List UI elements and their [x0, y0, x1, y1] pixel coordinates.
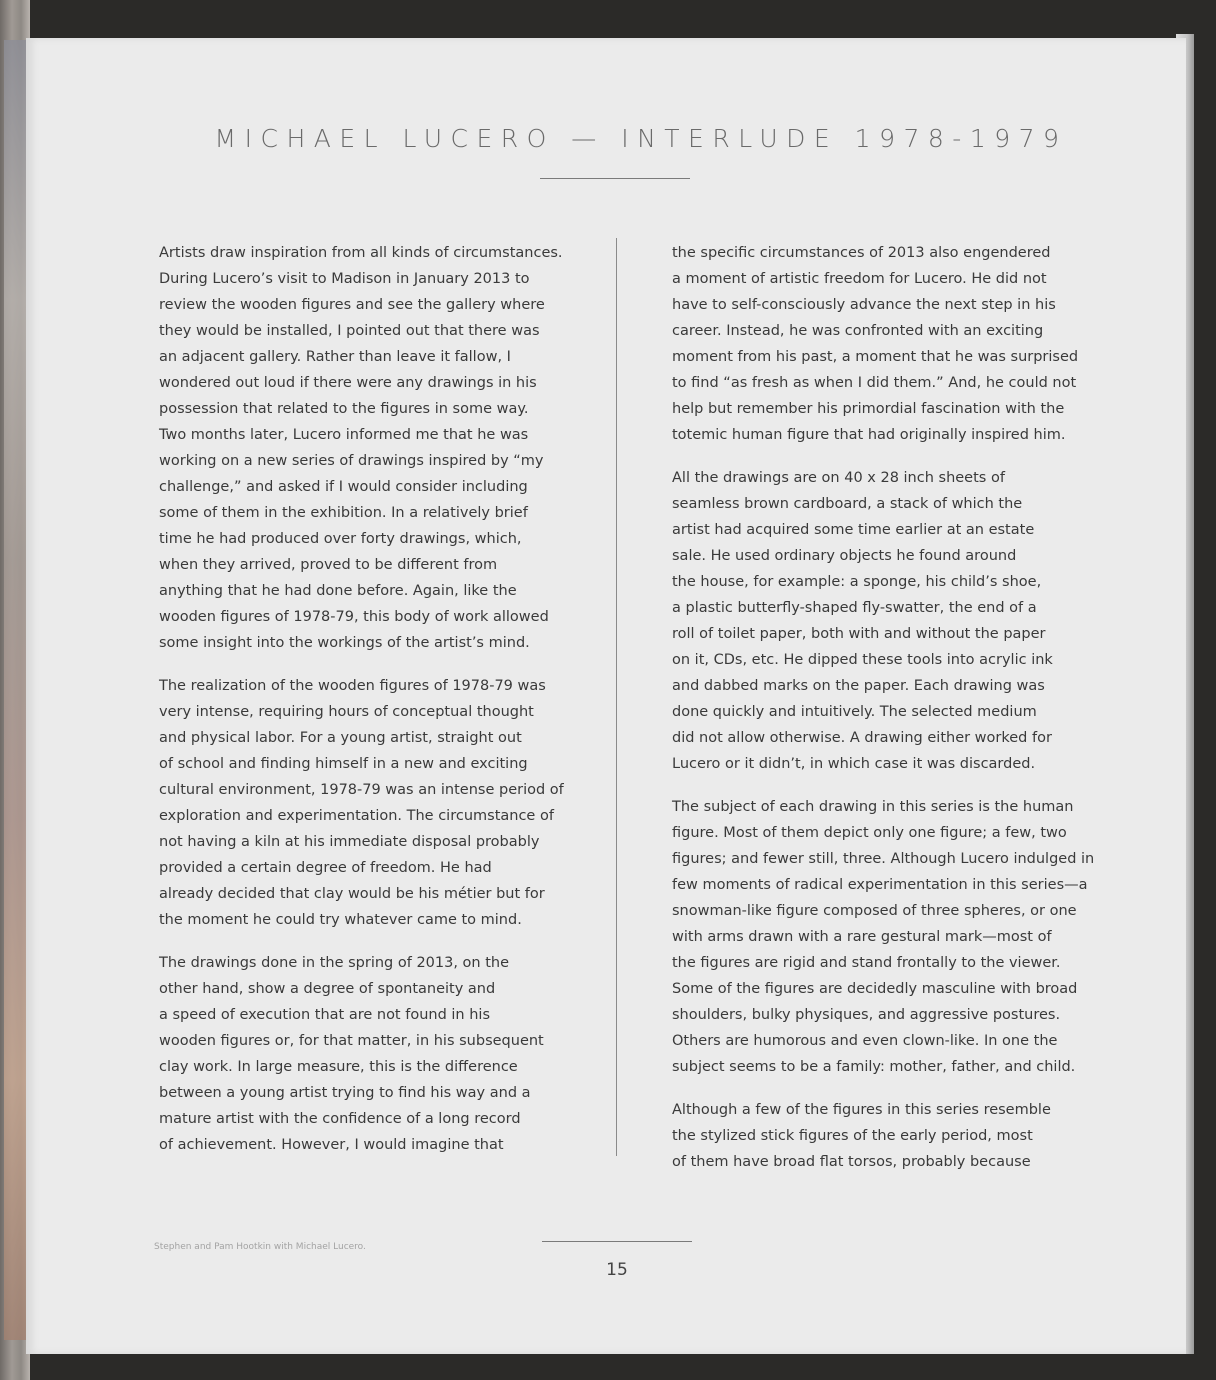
- text-line: a speed of execution that are not found in his: [159, 1007, 491, 1023]
- text-line: wooden figures of 1978-79, this body of work allowed: [159, 609, 549, 625]
- text-line: totemic human figure that had originally inspired him.: [672, 427, 1066, 443]
- text-line: During Lucero’s visit to Madison in January 2013 to: [159, 271, 530, 287]
- text-line: artist had acquired some time earlier at an estate: [672, 522, 1035, 538]
- paragraph: [672, 1097, 1112, 1175]
- paragraph: [672, 240, 1112, 448]
- text-line: of school and finding himself in a new and exciting: [159, 756, 528, 772]
- text-line: some of them in the exhibition. In a relatively brief: [159, 505, 528, 521]
- footer-divider: [542, 1241, 692, 1242]
- adjacent-page-edge: [4, 40, 26, 1340]
- text-line: some insight into the workings of the artist’s mind.: [159, 635, 530, 651]
- text-line: time he had produced over forty drawings, which,: [159, 531, 522, 547]
- text-line: with arms drawn with a rare gestural mark—most of: [672, 929, 1052, 945]
- paragraph: [672, 465, 1112, 777]
- text-line: the figures are rigid and stand frontally to the viewer.: [672, 955, 1061, 971]
- text-line: sale. He used ordinary objects he found around: [672, 548, 1017, 564]
- text-line: The realization of the wooden figures of 1978-79 was: [159, 678, 546, 694]
- text-line: moment from his past, a moment that he was surprised: [672, 349, 1079, 365]
- text-line: roll of toilet paper, both with and without the paper: [672, 626, 1046, 642]
- text-line: working on a new series of drawings inspired by “my: [159, 453, 544, 469]
- text-line: figures; and fewer still, three. Although Lucero indulged in: [672, 851, 1095, 867]
- text-line: wondered out loud if there were any drawings in his: [159, 375, 537, 391]
- text-line: career. Instead, he was confronted with an exciting: [672, 323, 1044, 339]
- text-line: done quickly and intuitively. The selected medium: [672, 704, 1037, 720]
- text-line: anything that he had done before. Again, like the: [159, 583, 517, 599]
- paragraph: [159, 240, 599, 656]
- text-line: Two months later, Lucero informed me that he was: [159, 427, 529, 443]
- text-line: challenge,” and asked if I would consider including: [159, 479, 528, 495]
- text-line: The drawings done in the spring of 2013, on the: [159, 955, 510, 971]
- right-text-column: [672, 240, 1112, 1192]
- book-page: [26, 38, 1186, 1354]
- text-line: exploration and experimentation. The circumstance of: [159, 808, 554, 824]
- text-line: an adjacent gallery. Rather than leave it fallow, I: [159, 349, 511, 365]
- text-line: they would be installed, I pointed out that there was: [159, 323, 540, 339]
- text-line: the house, for example: a sponge, his child’s shoe,: [672, 574, 1042, 590]
- paragraph: [159, 673, 599, 933]
- text-line: between a young artist trying to find his way and a: [159, 1085, 531, 1101]
- text-line: and physical labor. For a young artist, straight out: [159, 730, 522, 746]
- text-line: The subject of each drawing in this series is the human: [672, 799, 1074, 815]
- text-line: the moment he could try whatever came to mind.: [159, 912, 522, 928]
- text-line: to find “as fresh as when I did them.” And, he could not: [672, 375, 1077, 391]
- text-line: cultural environment, 1978-79 was an intense period of: [159, 782, 564, 798]
- text-line: Lucero or it didn’t, in which case it was discarded.: [672, 756, 1036, 772]
- text-line: Artists draw inspiration from all kinds of circumstances.: [159, 245, 563, 261]
- paragraph: [159, 950, 599, 1158]
- text-line: did not allow otherwise. A drawing either worked for: [672, 730, 1052, 746]
- page-title: MICHAEL LUCERO — INTERLUDE 1978-1979: [214, 124, 1068, 153]
- text-line: of them have broad flat torsos, probably because: [672, 1154, 1031, 1170]
- text-line: of achievement. However, I would imagine that: [159, 1137, 504, 1153]
- text-line: very intense, requiring hours of conceptual thought: [159, 704, 534, 720]
- text-line: have to self-consciously advance the next step in his: [672, 297, 1056, 313]
- text-line: Some of the figures are decidedly masculine with broad: [672, 981, 1078, 997]
- text-line: few moments of radical experimentation in this series—a: [672, 877, 1088, 893]
- left-text-column: [159, 240, 599, 1175]
- text-line: a moment of artistic freedom for Lucero. He did not: [672, 271, 1047, 287]
- photo-caption: Stephen and Pam Hootkin with Michael Lucero.: [154, 1242, 366, 1252]
- text-line: other hand, show a degree of spontaneity and: [159, 981, 496, 997]
- text-line: Although a few of the figures in this series resemble: [672, 1102, 1051, 1118]
- text-line: not having a kiln at his immediate disposal probably: [159, 834, 540, 850]
- text-line: review the wooden figures and see the gallery where: [159, 297, 545, 313]
- text-line: and dabbed marks on the paper. Each drawing was: [672, 678, 1045, 694]
- text-line: figure. Most of them depict only one figure; a few, two: [672, 825, 1067, 841]
- text-line: Others are humorous and even clown-like. In one the: [672, 1033, 1058, 1049]
- text-line: when they arrived, proved to be different from: [159, 557, 498, 573]
- text-line: the stylized stick figures of the early period, most: [672, 1128, 1033, 1144]
- text-line: wooden figures or, for that matter, in his subsequent: [159, 1033, 544, 1049]
- text-line: shoulders, bulky physiques, and aggressive postures.: [672, 1007, 1061, 1023]
- text-line: seamless brown cardboard, a stack of which the: [672, 496, 1023, 512]
- text-line: possession that related to the figures in some way.: [159, 401, 529, 417]
- text-line: clay work. In large measure, this is the difference: [159, 1059, 518, 1075]
- text-line: provided a certain degree of freedom. He had: [159, 860, 492, 876]
- text-line: help but remember his primordial fascination with the: [672, 401, 1065, 417]
- text-line: subject seems to be a family: mother, father, and child.: [672, 1059, 1076, 1075]
- text-line: a plastic butterfly-shaped fly-swatter, the end of a: [672, 600, 1037, 616]
- text-line: mature artist with the confidence of a long record: [159, 1111, 521, 1127]
- text-line: on it, CDs, etc. He dipped these tools into acrylic ink: [672, 652, 1053, 668]
- page-number: 15: [606, 1260, 628, 1280]
- text-line: already decided that clay would be his métier but for: [159, 886, 545, 902]
- title-divider: [540, 178, 690, 179]
- text-line: the specific circumstances of 2013 also engendered: [672, 245, 1051, 261]
- text-line: snowman-like figure composed of three spheres, or one: [672, 903, 1077, 919]
- column-divider: [616, 238, 617, 1156]
- text-line: All the drawings are on 40 x 28 inch sheets of: [672, 470, 1005, 486]
- paragraph: [672, 794, 1112, 1080]
